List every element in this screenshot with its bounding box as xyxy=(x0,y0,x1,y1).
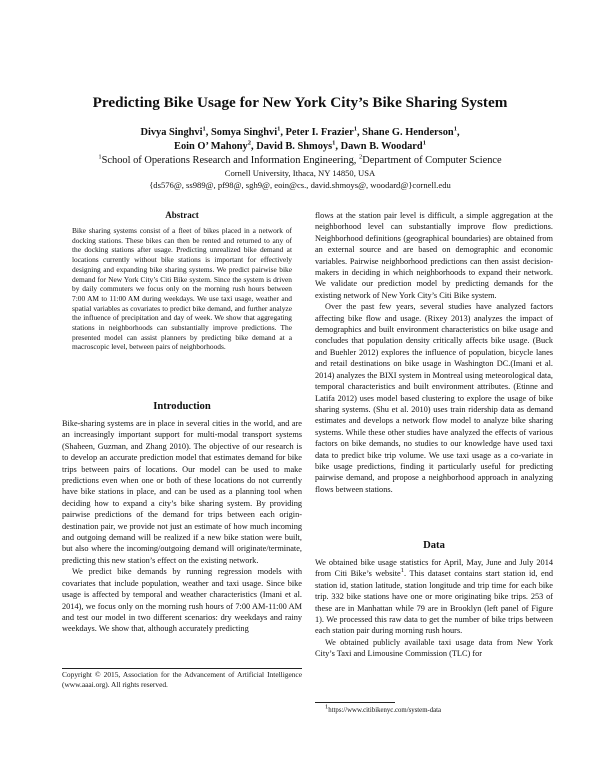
affiliation-orie: School of Operations Research and Information Engineering, xyxy=(101,155,359,166)
data-paragraph xyxy=(315,557,553,637)
affiliation-line xyxy=(40,154,560,167)
author-name: Peter I. Frazier xyxy=(285,127,354,138)
author-block xyxy=(40,126,560,154)
introduction-section xyxy=(62,401,302,635)
data-text: . This dataset contains start station id, end station id, station latitude, station longitude and trip time for each bike trip. 332 bike stations have one or more originating bike trips. 253 of these are in Manhattan while 79 are in Brooklyn (left panel of Figure 1). We processed this raw data to get the number of bike trips between each station pair during morning rush hours. xyxy=(315,569,553,636)
author-name: Dawn B. Woodard xyxy=(340,141,423,152)
affil-mark: 2 xyxy=(359,153,363,161)
author-affil-mark: 1 xyxy=(453,125,457,133)
introduction-paragraph: Bike-sharing systems are in place in several cities in the world, and are an increasingly important support for multi-modal transport systems (Shaheen, Guzman, and Zhang 2010). The objective of our research is to develop an accurate prediction model that estimates demand for bike trips between pairs of locations. Our model can be used to make predictions even when one or both of these locations do not currently have bike stations in place, and can be used as a planning tool when deciding how to expand a city’s bike sharing system. By providing pairwise predictions of the demand for trips between each origin-destination pair, we provide not just an estimate of how much incoming and outgoing demand will be realized if a new bike station were built, but also where the incoming/outgoing demand will originate/terminate, predicting this new station’s effect on the existing network. xyxy=(62,419,302,565)
author-line-1: Divya Singhvi$^1$, Somya Singhvi$^1$, Peter I. Frazier$^1$, Shane G. Henderson$^1$, xyxy=(140,125,460,138)
author-line-2: Eoin O’ Mahony$^2$, David B. Shmoys$^1$, Dawn B. Woodard$^1$ xyxy=(174,139,426,152)
author-name: Divya Singhvi xyxy=(140,127,203,138)
footnote-url: https://www.citibikenyc.com/system-data xyxy=(328,707,442,714)
intro-continued-paragraph: flows at the station pair level is difficult, a simple aggregation at the neighborhood level can substantially improve flow predictions. Neighborhood definitions (geographical boundaries) are obtained from an external source and are based on demographic and economic variables. Pairwise neighborhood predictions can then assist decision-makers in deciding in which neighborhoods to expand their network. We validate our prediction model by predicting demands for the existing network of New York City’s Citi Bike system. xyxy=(315,211,553,300)
abstract-section xyxy=(62,210,302,352)
affiliation-address: Cornell University, Ithaca, NY 14850, USA xyxy=(224,168,376,178)
author-name: David B. Shmoys xyxy=(256,141,333,152)
paper-title: Predicting Bike Usage for New York City’s Bike Sharing System xyxy=(92,94,508,111)
right-column-text xyxy=(315,210,553,495)
affiliation-block xyxy=(40,154,560,191)
author-affil-mark: 1 xyxy=(202,125,206,133)
abstract-heading: Abstract xyxy=(165,210,199,220)
data-paragraph: We obtained publicly available taxi usage data from New York City’s Taxi and Limousine Commission (TLC) for xyxy=(315,637,553,659)
author-affil-mark: 1 xyxy=(353,125,357,133)
author-affil-mark: 1 xyxy=(332,139,336,147)
copyright-rule xyxy=(62,668,302,669)
author-affil-mark: 1 xyxy=(277,125,281,133)
author-name: Somya Singhvi xyxy=(210,127,278,138)
abstract-text: Bike sharing systems consist of a fleet of bikes placed in a network of docking stations. These bikes can then be rented and returned to any of the docking stations after usage. Predicting unrealized bike demand at locations currently without bike stations is important for effectively designing and expanding bike sharing systems. We predict pairwise bike demand for New York City’s Citi Bike system. Since the system is driven by daily commuters we focus only on the morning rush hours between 7:00 AM to 11:00 AM during weekdays. We use taxi usage, weather and spatial variables as covariates to predict bike demand, and further analyze the influence of precipitation and day of week. We show that aggregating stations in neighborhoods can substantially improve predictions. The presented model can assist planners by predicting bike demand at a macroscopic level, between pairs of neighborhoods. xyxy=(72,226,292,352)
affiliation-emails: {ds576@, ss989@, pf98@, sgh9@, eoin@cs., david.shmoys@, woodard@}cornell.edu xyxy=(149,180,451,190)
affil-mark: 1 xyxy=(98,153,102,161)
author-name: Eoin O’ Mahony xyxy=(174,141,248,152)
footnote-mark: 1 xyxy=(400,567,404,575)
author-name: Shane G. Henderson xyxy=(362,127,454,138)
data-text: We obtained bike usage statistics for April, May, June and July 2014 from Citi Bike’s website xyxy=(315,558,553,579)
introduction-heading: Introduction xyxy=(153,401,211,412)
introduction-paragraph: We predict bike demands by running regression models with covariates that include population, weather and taxi usage. Since bike usage is affected by temporal and weather characteristics (Imani et al. 2014), we focus only on the morning rush hours of 7:00 AM-11:00 AM and test our model in two different scenarios: dry weekdays and rainy weekdays. We show that, although accurately predicting xyxy=(62,567,302,634)
data-section xyxy=(315,540,553,660)
copyright-notice: Copyright © 2015, Association for the Advancement of Artificial Intelligence (www.aaai.org). All rights reserved. xyxy=(62,670,302,689)
related-work-paragraph: Over the past few years, several studies have analyzed factors affecting bike flow and usage. (Rixey 2013) analyzes the impact of demographics and built environment characteristics on bike usage and concludes that population density critically affects bike usage. (Buck and Buehler 2012) explores the influence of population, bicycle lanes and retail destinations on bike usage in Washington DC.(Imani et al. 2014) analyzes the BIXI system in Montreal using meteorological data, temporal characteristics and built environment attributes. (Etinne and Latifa 2012) uses model based clustering to explore the usage of bike sharing systems. (Shu et al. 2010) uses train ridership data as demand estimates and develops a network flow model to analyze bike sharing systems. While these other studies have analyzed the effects of various factors on bike demands, no studies to our knowledge have used taxi data to predict bike trip volume. We use taxi usage as a co-variate in bike usage predictions, finding it particularly useful for predicting pairwise demand, and propose a neighborhood approach in analyzing flows between stations. xyxy=(315,302,553,494)
affiliation-cs: Department of Computer Science xyxy=(362,155,502,166)
footnote-mark: 1 xyxy=(325,703,329,711)
author-affil-mark: 1 xyxy=(422,139,426,147)
footnote xyxy=(315,703,563,715)
data-heading: Data xyxy=(423,540,445,551)
author-affil-mark: 2 xyxy=(247,139,252,147)
